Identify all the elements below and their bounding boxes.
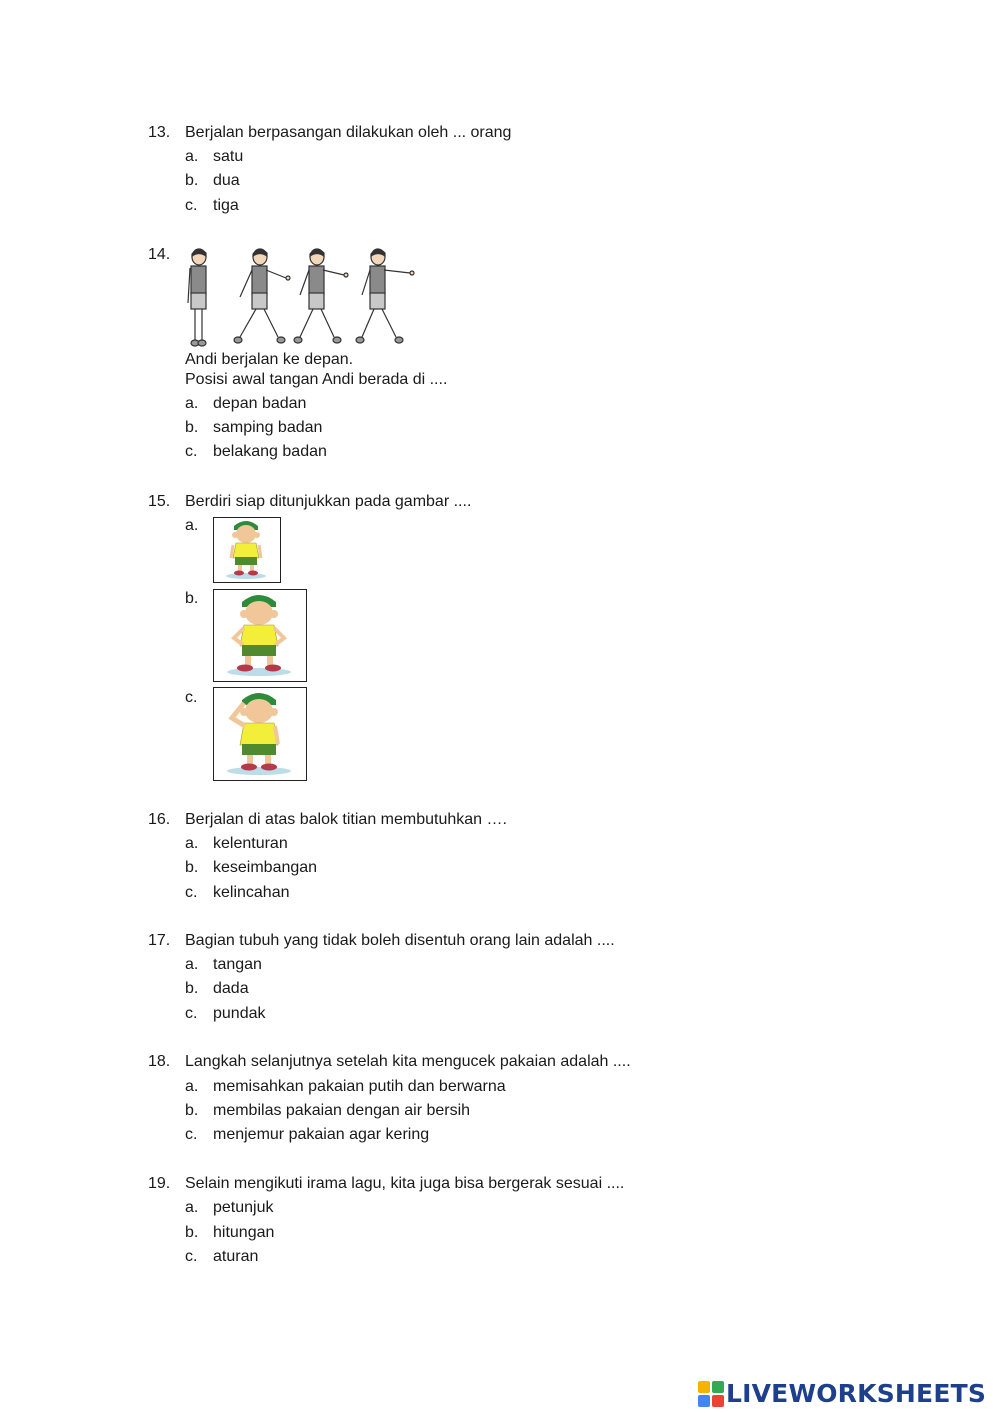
question-16-number: 16. (148, 811, 171, 828)
option-letter: a. (185, 956, 199, 973)
option-19-b[interactable]: hitungan (213, 1224, 275, 1241)
brand-name: LIVEWORKSHEETS (726, 1379, 987, 1408)
question-18-number: 18. (148, 1053, 171, 1070)
option-letter: c. (185, 1005, 198, 1022)
question-19-text: Selain mengikuti irama lagu, kita juga bisa bergerak sesuai .... (185, 1175, 625, 1192)
option-14-b[interactable]: samping badan (213, 419, 323, 436)
option-letter: c. (185, 1248, 198, 1265)
option-letter: b. (185, 590, 199, 607)
option-17-b[interactable]: dada (213, 980, 249, 997)
option-14-a[interactable]: depan badan (213, 395, 307, 412)
option-13-b[interactable]: dua (213, 172, 240, 189)
option-16-b[interactable]: keseimbangan (213, 859, 318, 876)
walking-figure-step-3 (356, 249, 414, 343)
question-14-text-2: Posisi awal tangan Andi berada di .... (185, 371, 448, 388)
option-19-c[interactable]: aturan (213, 1248, 259, 1265)
option-letter: b. (185, 980, 199, 997)
option-16-c[interactable]: kelincahan (213, 884, 290, 901)
liveworksheets-logo-icon (698, 1381, 724, 1407)
walking-figure-standing (188, 249, 206, 346)
option-13-c[interactable]: tiga (213, 197, 239, 214)
question-19-number: 19. (148, 1175, 171, 1192)
question-16-text: Berjalan di atas balok titian membutuhkan …. (185, 811, 507, 828)
option-letter: c. (185, 689, 198, 706)
option-letter: a. (185, 148, 199, 165)
option-letter: a. (185, 517, 199, 534)
question-13-number: 13. (148, 124, 171, 141)
option-letter: c. (185, 1126, 198, 1143)
option-letter: b. (185, 859, 199, 876)
option-16-a[interactable]: kelenturan (213, 835, 288, 852)
option-18-c[interactable]: menjemur pakaian agar kering (213, 1126, 430, 1143)
option-letter: a. (185, 1078, 199, 1095)
question-13-text: Berjalan berpasangan dilakukan oleh ... orang (185, 124, 512, 141)
walking-figure-step-2 (294, 249, 348, 343)
option-letter: c. (185, 884, 198, 901)
question-15-text: Berdiri siap ditunjukkan pada gambar .... (185, 493, 472, 510)
boy-standing-small-illustration (214, 518, 279, 581)
question-17-text: Bagian tubuh yang tidak boleh disentuh orang lain adalah .... (185, 932, 615, 949)
option-15-c-image[interactable] (213, 687, 307, 781)
option-letter: c. (185, 443, 198, 460)
boy-hands-on-hips-illustration (214, 590, 305, 680)
option-letter: a. (185, 835, 199, 852)
option-18-b[interactable]: membilas pakaian dengan air bersih (213, 1102, 471, 1119)
walking-figure-step-1 (234, 249, 290, 343)
boy-saluting-illustration (214, 688, 305, 779)
option-13-a[interactable]: satu (213, 148, 244, 165)
option-letter: c. (185, 197, 198, 214)
option-letter: b. (185, 172, 199, 189)
question-18-text: Langkah selanjutnya setelah kita mengucek pakaian adalah .... (185, 1053, 631, 1070)
option-letter: b. (185, 1102, 199, 1119)
option-letter: a. (185, 395, 199, 412)
question-14-text: Andi berjalan ke depan. (185, 351, 354, 368)
option-17-a[interactable]: tangan (213, 956, 262, 973)
question-14-number: 14. (148, 246, 171, 263)
option-14-c[interactable]: belakang badan (213, 443, 327, 460)
option-15-a-image[interactable] (213, 517, 281, 583)
option-letter: b. (185, 419, 199, 436)
liveworksheets-logo[interactable] (698, 1378, 986, 1410)
question-17-number: 17. (148, 932, 171, 949)
question-15-number: 15. (148, 493, 171, 510)
option-18-a[interactable]: memisahkan pakaian putih dan berwarna (213, 1078, 506, 1095)
option-letter: b. (185, 1224, 199, 1241)
option-15-b-image[interactable] (213, 589, 307, 682)
walking-sequence-illustration (182, 245, 422, 353)
option-19-a[interactable]: petunjuk (213, 1199, 274, 1216)
option-17-c[interactable]: pundak (213, 1005, 266, 1022)
option-letter: a. (185, 1199, 199, 1216)
